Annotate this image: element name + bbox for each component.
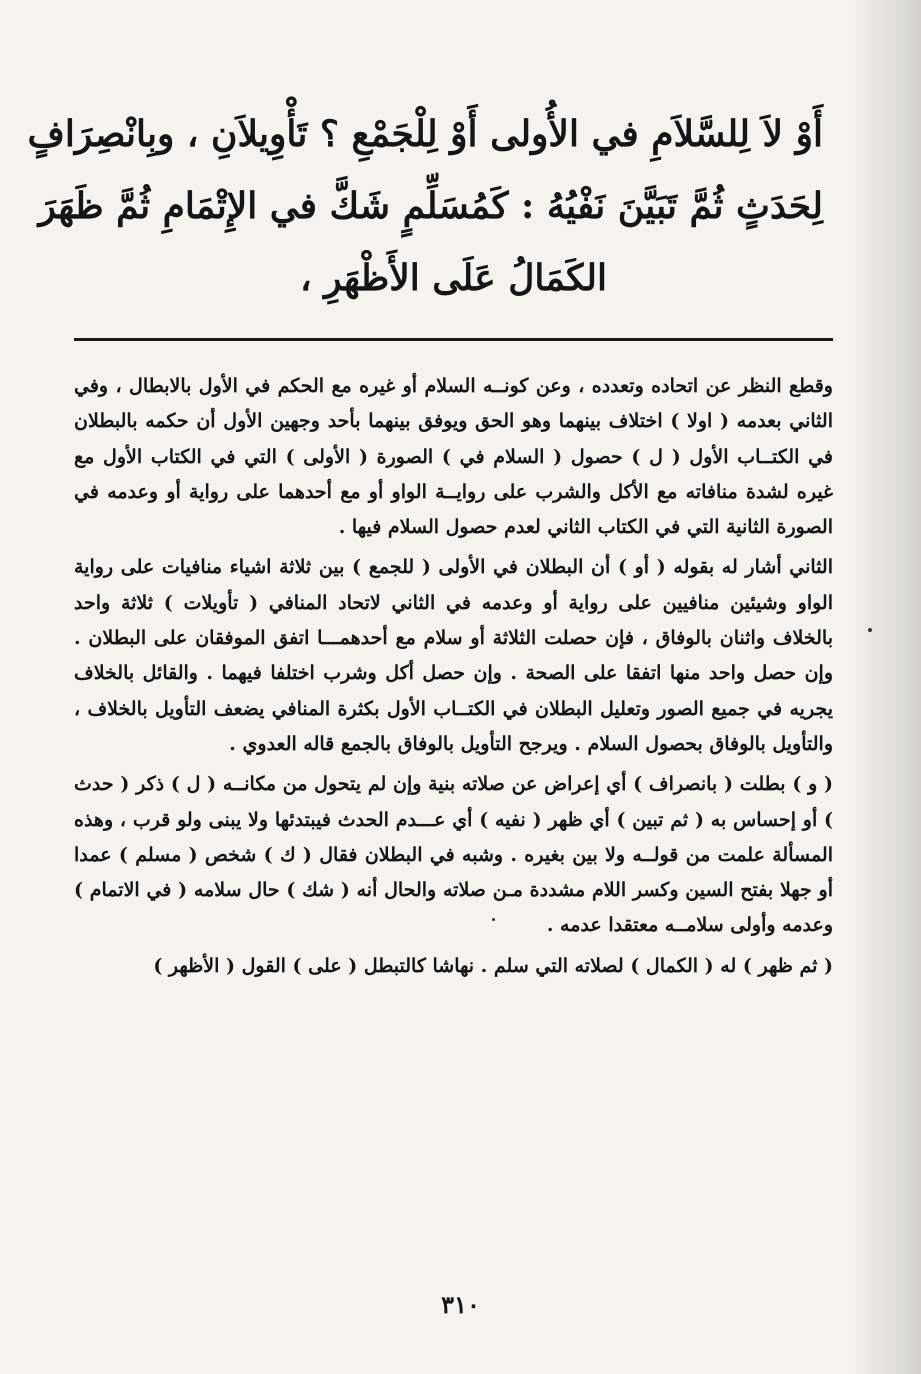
commentary-paragraph: ( و ) بطلت ( بانصراف ) أي إعراض عن صلاته بنية وإن لم يتحول من مكانــه ( ل ) ذكر ( حدث ) أو إحساس به ( ثم تبين ) أي ظهر ( نفيه ) أي عـــدم الحدث فيبتدئها ولا يبنى ولو قرب ، وهذه المسألة علمت من قولــه ولا بين بغيره . وشبه في البطلان فقال ( ك ) شخص ( مسلم ) عمدا أو جهلا بفتح السين وكسر اللام مشددة مـن صلاته والحال أنه ( شك ) حال سلامه ( في الاتمام ) وعدمه وأولى سلامــه معتقدا عدمه . bbox=[74, 773, 834, 937]
matn-text bbox=[27, 98, 833, 314]
speck-mark bbox=[492, 918, 495, 921]
commentary-paragraph: ( ثم ظهر ) له ( الكمال ) لصلاته التي سلم . نهاشا كالتبطل ( على ) القول ( الأظهر ) bbox=[153, 954, 833, 977]
commentary-text bbox=[74, 369, 833, 984]
commentary-paragraph: الثاني أشار له بقوله ( أو ) أن البطلان في الأولى ( للجمع ) بين ثلاثة اشياء منافيات على رواية الواو وشيئين منافيين على رواية أو وعدمه في الثاني لاتحاد المنافي ( تأويلات ) ثلاثة واحد بالخلاف واثنان بالوفاق ، فإن حصلت الثلاثة أو سلام مع أحدهمـــا اتفق الموفقان على البطلان . وإن حصل واحد منها اتفقا على الصحة . وإن حصل أكل وشرب اختلفا فيهما . والقائل بالخلاف يجريه في جميع الصور وتعليل البطلان في الكتــاب الأول بكثرة المنافي يضعف التأويل بالخلاف ، والتأويل بالوفاق بحصول السلام . ويرجح التأويل بالوفاق بالجمع قاله العدوي . bbox=[74, 556, 833, 755]
matn-line: أَوْ لاَ لِلسَّلاَمِ في الأُولى أَوْ لِلْجَمْعِ ؟ تَأْوِيلاَنِ ، وبِانْصِرَافٍ bbox=[27, 113, 823, 155]
commentary-paragraph: وقطع النظر عن اتحاده وتعدده ، وعن كونــه السلام أو غيره مع الحكم في الأول بالابطال ، وفي الثاني بعدمه ( اولا ) اختلاف بينهما وهو الحق ويوفق بينهما بأحد وجهين الأول أن حكمه بالبطلان في الكتــاب الأول ( ل ) حصول ( السلام في ) الصورة ( الأولى ) التي في الكتاب الأول مع غيره لشدة منافاته مع الأكل والشرب على روايــة الواو أو مع أحدهما على رواية أو وعدمه في الصورة الثانية التي في الكتاب الثاني لعدم حصول السلام فيها . bbox=[74, 375, 834, 539]
speck-mark bbox=[868, 628, 872, 632]
divider-rule bbox=[74, 338, 833, 341]
matn-line: لِحَدَثٍ ثُمَّ تَبَيَّنَ نَفْيُهُ : كَمُسَلِّمٍ شَكَّ في الإِتْمَامِ ثُمَّ ظَهَرَ bbox=[38, 185, 823, 227]
page-number: ٣١٠ bbox=[441, 1290, 480, 1319]
matn-line: الكَمَالُ عَلَى الأَظْهَرِ ، bbox=[299, 257, 608, 299]
